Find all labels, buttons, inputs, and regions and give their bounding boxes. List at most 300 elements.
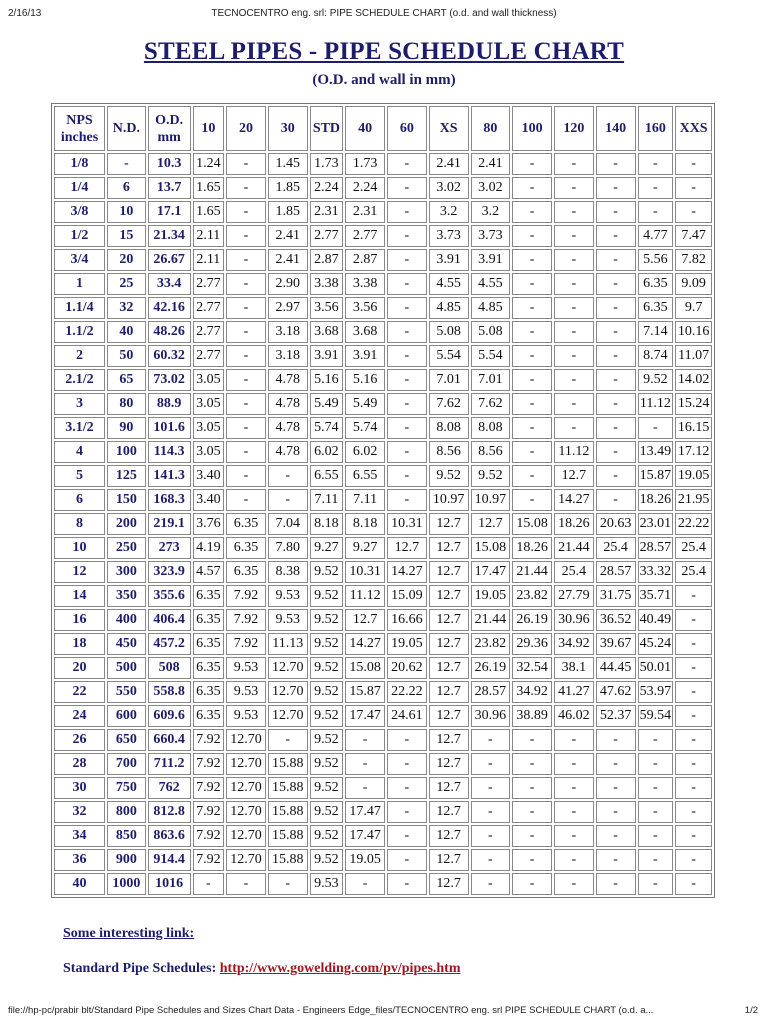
wall-thickness-cell: 28.57 <box>596 561 636 583</box>
wall-thickness-cell: 7.11 <box>345 489 385 511</box>
size-cell: 457.2 <box>148 633 191 655</box>
wall-thickness-cell: 7.82 <box>675 249 712 271</box>
size-cell: 400 <box>107 609 146 631</box>
wall-thickness-cell: 33.32 <box>638 561 674 583</box>
wall-thickness-cell: 15.87 <box>345 681 385 703</box>
size-cell: 73.02 <box>148 369 191 391</box>
wall-thickness-cell: - <box>345 729 385 751</box>
wall-thickness-cell: - <box>387 249 427 271</box>
size-cell: 500 <box>107 657 146 679</box>
wall-thickness-cell: 5.74 <box>345 417 385 439</box>
wall-thickness-cell: - <box>596 801 636 823</box>
wall-thickness-cell: 2.77 <box>193 297 225 319</box>
wall-thickness-cell: - <box>387 225 427 247</box>
wall-thickness-cell: 18.26 <box>638 489 674 511</box>
table-row <box>54 561 712 583</box>
size-cell: 33.4 <box>148 273 191 295</box>
column-header-text: 80 <box>483 121 498 136</box>
wall-thickness-cell: - <box>471 849 511 871</box>
wall-thickness-cell: 3.91 <box>429 249 469 271</box>
wall-thickness-cell: - <box>226 465 266 487</box>
wall-thickness-cell: 17.47 <box>471 561 511 583</box>
pipe-schedules-link[interactable]: http://www.gowelding.com/pv/pipes.htm <box>219 961 461 976</box>
column-header <box>345 106 385 151</box>
column-header-text: 20 <box>238 121 253 136</box>
wall-thickness-cell: 45.24 <box>638 633 674 655</box>
size-cell: 558.8 <box>148 681 191 703</box>
size-cell: 200 <box>107 513 146 535</box>
size-cell: 1.1/2 <box>54 321 105 343</box>
size-cell: 22 <box>54 681 105 703</box>
size-cell: 125 <box>107 465 146 487</box>
column-header <box>471 106 511 151</box>
size-cell: 550 <box>107 681 146 703</box>
table-row <box>54 225 712 247</box>
wall-thickness-cell: 15.08 <box>512 513 552 535</box>
column-header <box>107 106 146 151</box>
wall-thickness-cell: 9.27 <box>310 537 344 559</box>
size-cell: 4 <box>54 441 105 463</box>
wall-thickness-cell: 3.73 <box>471 225 511 247</box>
wall-thickness-cell: - <box>596 273 636 295</box>
wall-thickness-cell: 3.05 <box>193 369 225 391</box>
wall-thickness-cell: 8.08 <box>429 417 469 439</box>
wall-thickness-cell: 6.55 <box>310 465 344 487</box>
wall-thickness-cell: 7.92 <box>226 585 266 607</box>
wall-thickness-cell: 25.4 <box>675 561 712 583</box>
wall-thickness-cell: - <box>268 465 308 487</box>
table-row <box>54 729 712 751</box>
wall-thickness-cell: 12.7 <box>429 849 469 871</box>
wall-thickness-cell: 9.52 <box>310 657 344 679</box>
wall-thickness-cell: - <box>226 153 266 175</box>
wall-thickness-cell: 15.24 <box>675 393 712 415</box>
wall-thickness-cell: 7.47 <box>675 225 712 247</box>
column-header <box>193 106 225 151</box>
wall-thickness-cell: - <box>226 225 266 247</box>
print-footer-path: file://hp-pc/prabir blt/Standard Pipe Schedules and Sizes Chart Data - Engineers Edge_files/TECNOCENTRO eng. srl PIPE SCHEDULE CHART (o.d. a... <box>8 1005 654 1016</box>
wall-thickness-cell: - <box>554 321 594 343</box>
wall-thickness-cell: - <box>675 729 712 751</box>
table-row <box>54 369 712 391</box>
size-cell: 32 <box>107 297 146 319</box>
wall-thickness-cell: 3.68 <box>310 321 344 343</box>
size-cell: 26.67 <box>148 249 191 271</box>
wall-thickness-cell: 17.47 <box>345 705 385 727</box>
wall-thickness-cell: 12.7 <box>429 705 469 727</box>
size-cell: 28 <box>54 753 105 775</box>
size-cell: 1/8 <box>54 153 105 175</box>
wall-thickness-cell: 1.65 <box>193 201 225 223</box>
size-cell: 2.1/2 <box>54 369 105 391</box>
wall-thickness-cell: 35.71 <box>638 585 674 607</box>
table-row <box>54 777 712 799</box>
wall-thickness-cell: 20.63 <box>596 513 636 535</box>
wall-thickness-cell: 11.12 <box>638 393 674 415</box>
column-header <box>429 106 469 151</box>
print-header-title: TECNOCENTRO eng. srl: PIPE SCHEDULE CHART (o.d. and wall thickness) <box>211 8 557 19</box>
wall-thickness-cell: 7.62 <box>471 393 511 415</box>
wall-thickness-cell: - <box>268 729 308 751</box>
link-row <box>63 961 461 977</box>
size-cell: 20 <box>54 657 105 679</box>
table-row <box>54 681 712 703</box>
wall-thickness-cell: 9.52 <box>310 825 344 847</box>
size-cell: 273 <box>148 537 191 559</box>
wall-thickness-cell: 28.57 <box>638 537 674 559</box>
wall-thickness-cell: 12.70 <box>226 777 266 799</box>
wall-thickness-cell: - <box>226 345 266 367</box>
wall-thickness-cell: 12.7 <box>429 801 469 823</box>
wall-thickness-cell: 5.56 <box>638 249 674 271</box>
wall-thickness-cell: 7.92 <box>193 825 225 847</box>
wall-thickness-cell: 3.38 <box>345 273 385 295</box>
wall-thickness-cell: - <box>471 825 511 847</box>
size-cell: 21.34 <box>148 225 191 247</box>
wall-thickness-cell: - <box>387 873 427 895</box>
wall-thickness-cell: - <box>512 753 552 775</box>
table-row <box>54 321 712 343</box>
wall-thickness-cell: 6.35 <box>638 273 674 295</box>
wall-thickness-cell: 20.62 <box>387 657 427 679</box>
wall-thickness-cell: 3.40 <box>193 489 225 511</box>
size-cell: 508 <box>148 657 191 679</box>
table-header-row <box>54 106 712 151</box>
wall-thickness-cell: 7.14 <box>638 321 674 343</box>
wall-thickness-cell: 2.77 <box>193 321 225 343</box>
table-row <box>54 417 712 439</box>
wall-thickness-cell: - <box>596 249 636 271</box>
wall-thickness-cell: - <box>554 849 594 871</box>
wall-thickness-cell: - <box>387 729 427 751</box>
wall-thickness-cell: - <box>554 729 594 751</box>
wall-thickness-cell: - <box>387 777 427 799</box>
link-label: Standard Pipe Schedules: <box>63 961 217 976</box>
wall-thickness-cell: - <box>554 393 594 415</box>
wall-thickness-cell: 5.74 <box>310 417 344 439</box>
size-cell: 250 <box>107 537 146 559</box>
column-header <box>638 106 674 151</box>
wall-thickness-cell: - <box>596 753 636 775</box>
wall-thickness-cell: 12.7 <box>429 873 469 895</box>
wall-thickness-cell: 10.97 <box>471 489 511 511</box>
wall-thickness-cell: 32.54 <box>512 657 552 679</box>
wall-thickness-cell: - <box>675 609 712 631</box>
wall-thickness-cell: - <box>387 393 427 415</box>
wall-thickness-cell: 15.08 <box>471 537 511 559</box>
size-cell: 3/4 <box>54 249 105 271</box>
wall-thickness-cell: - <box>387 801 427 823</box>
page-title: STEEL PIPES - PIPE SCHEDULE CHART <box>143 38 625 65</box>
wall-thickness-cell: 2.24 <box>345 177 385 199</box>
wall-thickness-cell: 4.78 <box>268 417 308 439</box>
wall-thickness-cell: 9.52 <box>310 729 344 751</box>
wall-thickness-cell: 7.92 <box>226 633 266 655</box>
wall-thickness-cell: - <box>345 777 385 799</box>
wall-thickness-cell: 9.52 <box>310 849 344 871</box>
table-row <box>54 489 712 511</box>
wall-thickness-cell: 7.01 <box>429 369 469 391</box>
wall-thickness-cell: - <box>675 705 712 727</box>
wall-thickness-cell: 12.7 <box>429 585 469 607</box>
wall-thickness-cell: - <box>387 321 427 343</box>
size-cell: 32 <box>54 801 105 823</box>
wall-thickness-cell: - <box>554 273 594 295</box>
wall-thickness-cell: 4.78 <box>268 393 308 415</box>
size-cell: 40 <box>107 321 146 343</box>
wall-thickness-cell: - <box>638 801 674 823</box>
wall-thickness-cell: - <box>638 153 674 175</box>
wall-thickness-cell: 9.52 <box>429 465 469 487</box>
wall-thickness-cell: 6.55 <box>345 465 385 487</box>
table-row <box>54 441 712 463</box>
wall-thickness-cell: - <box>638 873 674 895</box>
wall-thickness-cell: 21.44 <box>554 537 594 559</box>
wall-thickness-cell: 1.85 <box>268 177 308 199</box>
size-cell: 14 <box>54 585 105 607</box>
wall-thickness-cell: 9.7 <box>675 297 712 319</box>
wall-thickness-cell: 8.18 <box>345 513 385 535</box>
pipe-schedule-table <box>51 103 715 898</box>
wall-thickness-cell: 15.88 <box>268 753 308 775</box>
column-header <box>268 106 308 151</box>
wall-thickness-cell: 2.41 <box>429 153 469 175</box>
wall-thickness-cell: - <box>387 489 427 511</box>
wall-thickness-cell: 21.44 <box>471 609 511 631</box>
wall-thickness-cell: 19.05 <box>345 849 385 871</box>
wall-thickness-cell: 1.73 <box>310 153 344 175</box>
wall-thickness-cell: 3.05 <box>193 417 225 439</box>
wall-thickness-cell: 23.82 <box>512 585 552 607</box>
wall-thickness-cell: 6.35 <box>193 585 225 607</box>
wall-thickness-cell: 41.27 <box>554 681 594 703</box>
size-cell: 24 <box>54 705 105 727</box>
wall-thickness-cell: 12.7 <box>345 609 385 631</box>
wall-thickness-cell: 53.97 <box>638 681 674 703</box>
wall-thickness-cell: - <box>226 201 266 223</box>
wall-thickness-cell: 9.53 <box>310 873 344 895</box>
wall-thickness-cell: - <box>675 153 712 175</box>
size-cell: 609.6 <box>148 705 191 727</box>
wall-thickness-cell: 3.73 <box>429 225 469 247</box>
print-date: 2/16/13 <box>8 8 42 19</box>
wall-thickness-cell: 31.75 <box>596 585 636 607</box>
wall-thickness-cell: 12.70 <box>268 657 308 679</box>
size-cell: 350 <box>107 585 146 607</box>
wall-thickness-cell: 3.02 <box>429 177 469 199</box>
wall-thickness-cell: - <box>596 441 636 463</box>
size-cell: 600 <box>107 705 146 727</box>
wall-thickness-cell: 2.77 <box>345 225 385 247</box>
wall-thickness-cell: - <box>387 753 427 775</box>
wall-thickness-cell: - <box>387 273 427 295</box>
wall-thickness-cell: 1.24 <box>193 153 225 175</box>
column-header <box>596 106 636 151</box>
wall-thickness-cell: 9.53 <box>268 585 308 607</box>
column-header <box>310 106 344 151</box>
size-cell: 219.1 <box>148 513 191 535</box>
size-cell: 141.3 <box>148 465 191 487</box>
size-cell: 650 <box>107 729 146 751</box>
wall-thickness-cell: 3.18 <box>268 321 308 343</box>
wall-thickness-cell: 12.7 <box>554 465 594 487</box>
wall-thickness-cell: 6.35 <box>193 633 225 655</box>
size-cell: 800 <box>107 801 146 823</box>
wall-thickness-cell: - <box>596 345 636 367</box>
wall-thickness-cell: - <box>226 417 266 439</box>
wall-thickness-cell: 22.22 <box>387 681 427 703</box>
wall-thickness-cell: 5.16 <box>345 369 385 391</box>
wall-thickness-cell: 7.92 <box>193 777 225 799</box>
wall-thickness-cell: 4.19 <box>193 537 225 559</box>
wall-thickness-cell: - <box>675 849 712 871</box>
wall-thickness-cell: - <box>226 369 266 391</box>
wall-thickness-cell: 59.54 <box>638 705 674 727</box>
wall-thickness-cell: 7.62 <box>429 393 469 415</box>
wall-thickness-cell: 9.52 <box>471 465 511 487</box>
wall-thickness-cell: 8.38 <box>268 561 308 583</box>
wall-thickness-cell: - <box>554 297 594 319</box>
wall-thickness-cell: - <box>638 825 674 847</box>
wall-thickness-cell: - <box>675 777 712 799</box>
wall-thickness-cell: - <box>596 201 636 223</box>
size-cell: 1 <box>54 273 105 295</box>
wall-thickness-cell: 9.52 <box>310 585 344 607</box>
wall-thickness-cell: - <box>596 417 636 439</box>
wall-thickness-cell: 23.82 <box>471 633 511 655</box>
wall-thickness-cell: - <box>596 393 636 415</box>
wall-thickness-cell: - <box>596 849 636 871</box>
size-cell: 5 <box>54 465 105 487</box>
wall-thickness-cell: 10.31 <box>345 561 385 583</box>
wall-thickness-cell: 3.91 <box>310 345 344 367</box>
wall-thickness-cell: 12.7 <box>429 609 469 631</box>
wall-thickness-cell: 38.89 <box>512 705 552 727</box>
wall-thickness-cell: 1.73 <box>345 153 385 175</box>
wall-thickness-cell: - <box>554 225 594 247</box>
wall-thickness-cell: 30.96 <box>471 705 511 727</box>
wall-thickness-cell: - <box>675 633 712 655</box>
size-cell: 90 <box>107 417 146 439</box>
wall-thickness-cell: 3.91 <box>471 249 511 271</box>
wall-thickness-cell: 27.79 <box>554 585 594 607</box>
wall-thickness-cell: - <box>268 489 308 511</box>
wall-thickness-cell: 17.47 <box>345 801 385 823</box>
wall-thickness-cell: 6.02 <box>310 441 344 463</box>
wall-thickness-cell: - <box>226 249 266 271</box>
wall-thickness-cell: 3.02 <box>471 177 511 199</box>
wall-thickness-cell: - <box>345 753 385 775</box>
wall-thickness-cell: 36.52 <box>596 609 636 631</box>
size-cell: 762 <box>148 777 191 799</box>
size-cell: 12 <box>54 561 105 583</box>
wall-thickness-cell: 5.08 <box>429 321 469 343</box>
wall-thickness-cell: 12.7 <box>429 753 469 775</box>
wall-thickness-cell: 12.70 <box>226 753 266 775</box>
wall-thickness-cell: - <box>675 177 712 199</box>
wall-thickness-cell: 9.53 <box>226 657 266 679</box>
wall-thickness-cell: - <box>387 465 427 487</box>
wall-thickness-cell: - <box>638 777 674 799</box>
wall-thickness-cell: - <box>512 177 552 199</box>
wall-thickness-cell: - <box>387 153 427 175</box>
size-cell: 26 <box>54 729 105 751</box>
table-row <box>54 657 712 679</box>
wall-thickness-cell: 3.2 <box>429 201 469 223</box>
wall-thickness-cell: 38.1 <box>554 657 594 679</box>
wall-thickness-cell: 14.02 <box>675 369 712 391</box>
size-cell: 711.2 <box>148 753 191 775</box>
size-cell: 406.4 <box>148 609 191 631</box>
size-cell: 100 <box>107 441 146 463</box>
wall-thickness-cell: 6.35 <box>226 537 266 559</box>
size-cell: 450 <box>107 633 146 655</box>
wall-thickness-cell: 5.49 <box>310 393 344 415</box>
wall-thickness-cell: 2.77 <box>310 225 344 247</box>
wall-thickness-cell: 9.52 <box>310 705 344 727</box>
wall-thickness-cell: 9.52 <box>310 609 344 631</box>
size-cell: 900 <box>107 849 146 871</box>
wall-thickness-cell: - <box>512 225 552 247</box>
size-cell: 40 <box>54 873 105 895</box>
size-cell: 10 <box>107 201 146 223</box>
size-cell: 88.9 <box>148 393 191 415</box>
wall-thickness-cell: 29.36 <box>512 633 552 655</box>
size-cell: 300 <box>107 561 146 583</box>
wall-thickness-cell: 17.12 <box>675 441 712 463</box>
wall-thickness-cell: - <box>554 825 594 847</box>
wall-thickness-cell: - <box>512 417 552 439</box>
wall-thickness-cell: 12.70 <box>268 705 308 727</box>
wall-thickness-cell: 2.41 <box>268 249 308 271</box>
wall-thickness-cell: - <box>226 273 266 295</box>
wall-thickness-cell: - <box>387 825 427 847</box>
wall-thickness-cell: - <box>512 777 552 799</box>
wall-thickness-cell: 25.4 <box>675 537 712 559</box>
wall-thickness-cell: 16.15 <box>675 417 712 439</box>
size-cell: 850 <box>107 825 146 847</box>
wall-thickness-cell: 15.08 <box>345 657 385 679</box>
wall-thickness-cell: - <box>512 369 552 391</box>
wall-thickness-cell: 14.27 <box>345 633 385 655</box>
wall-thickness-cell: - <box>675 873 712 895</box>
wall-thickness-cell: 12.7 <box>471 513 511 535</box>
wall-thickness-cell: 7.04 <box>268 513 308 535</box>
wall-thickness-cell: 1.45 <box>268 153 308 175</box>
wall-thickness-cell: - <box>512 441 552 463</box>
wall-thickness-cell: 50.01 <box>638 657 674 679</box>
wall-thickness-cell: 6.35 <box>226 513 266 535</box>
wall-thickness-cell: 16.66 <box>387 609 427 631</box>
size-cell: 914.4 <box>148 849 191 871</box>
size-cell: 13.7 <box>148 177 191 199</box>
wall-thickness-cell: 9.53 <box>268 609 308 631</box>
wall-thickness-cell: - <box>638 201 674 223</box>
size-cell: 660.4 <box>148 729 191 751</box>
wall-thickness-cell: 8.74 <box>638 345 674 367</box>
wall-thickness-cell: - <box>226 489 266 511</box>
wall-thickness-cell: 12.70 <box>268 681 308 703</box>
table-row <box>54 513 712 535</box>
wall-thickness-cell: 25.4 <box>554 561 594 583</box>
size-cell: 114.3 <box>148 441 191 463</box>
wall-thickness-cell: - <box>638 753 674 775</box>
wall-thickness-cell: 7.92 <box>193 729 225 751</box>
wall-thickness-cell: 7.11 <box>310 489 344 511</box>
wall-thickness-cell: - <box>596 465 636 487</box>
column-header-text: NPS <box>66 112 93 128</box>
column-header-text: O.D. <box>155 112 184 128</box>
